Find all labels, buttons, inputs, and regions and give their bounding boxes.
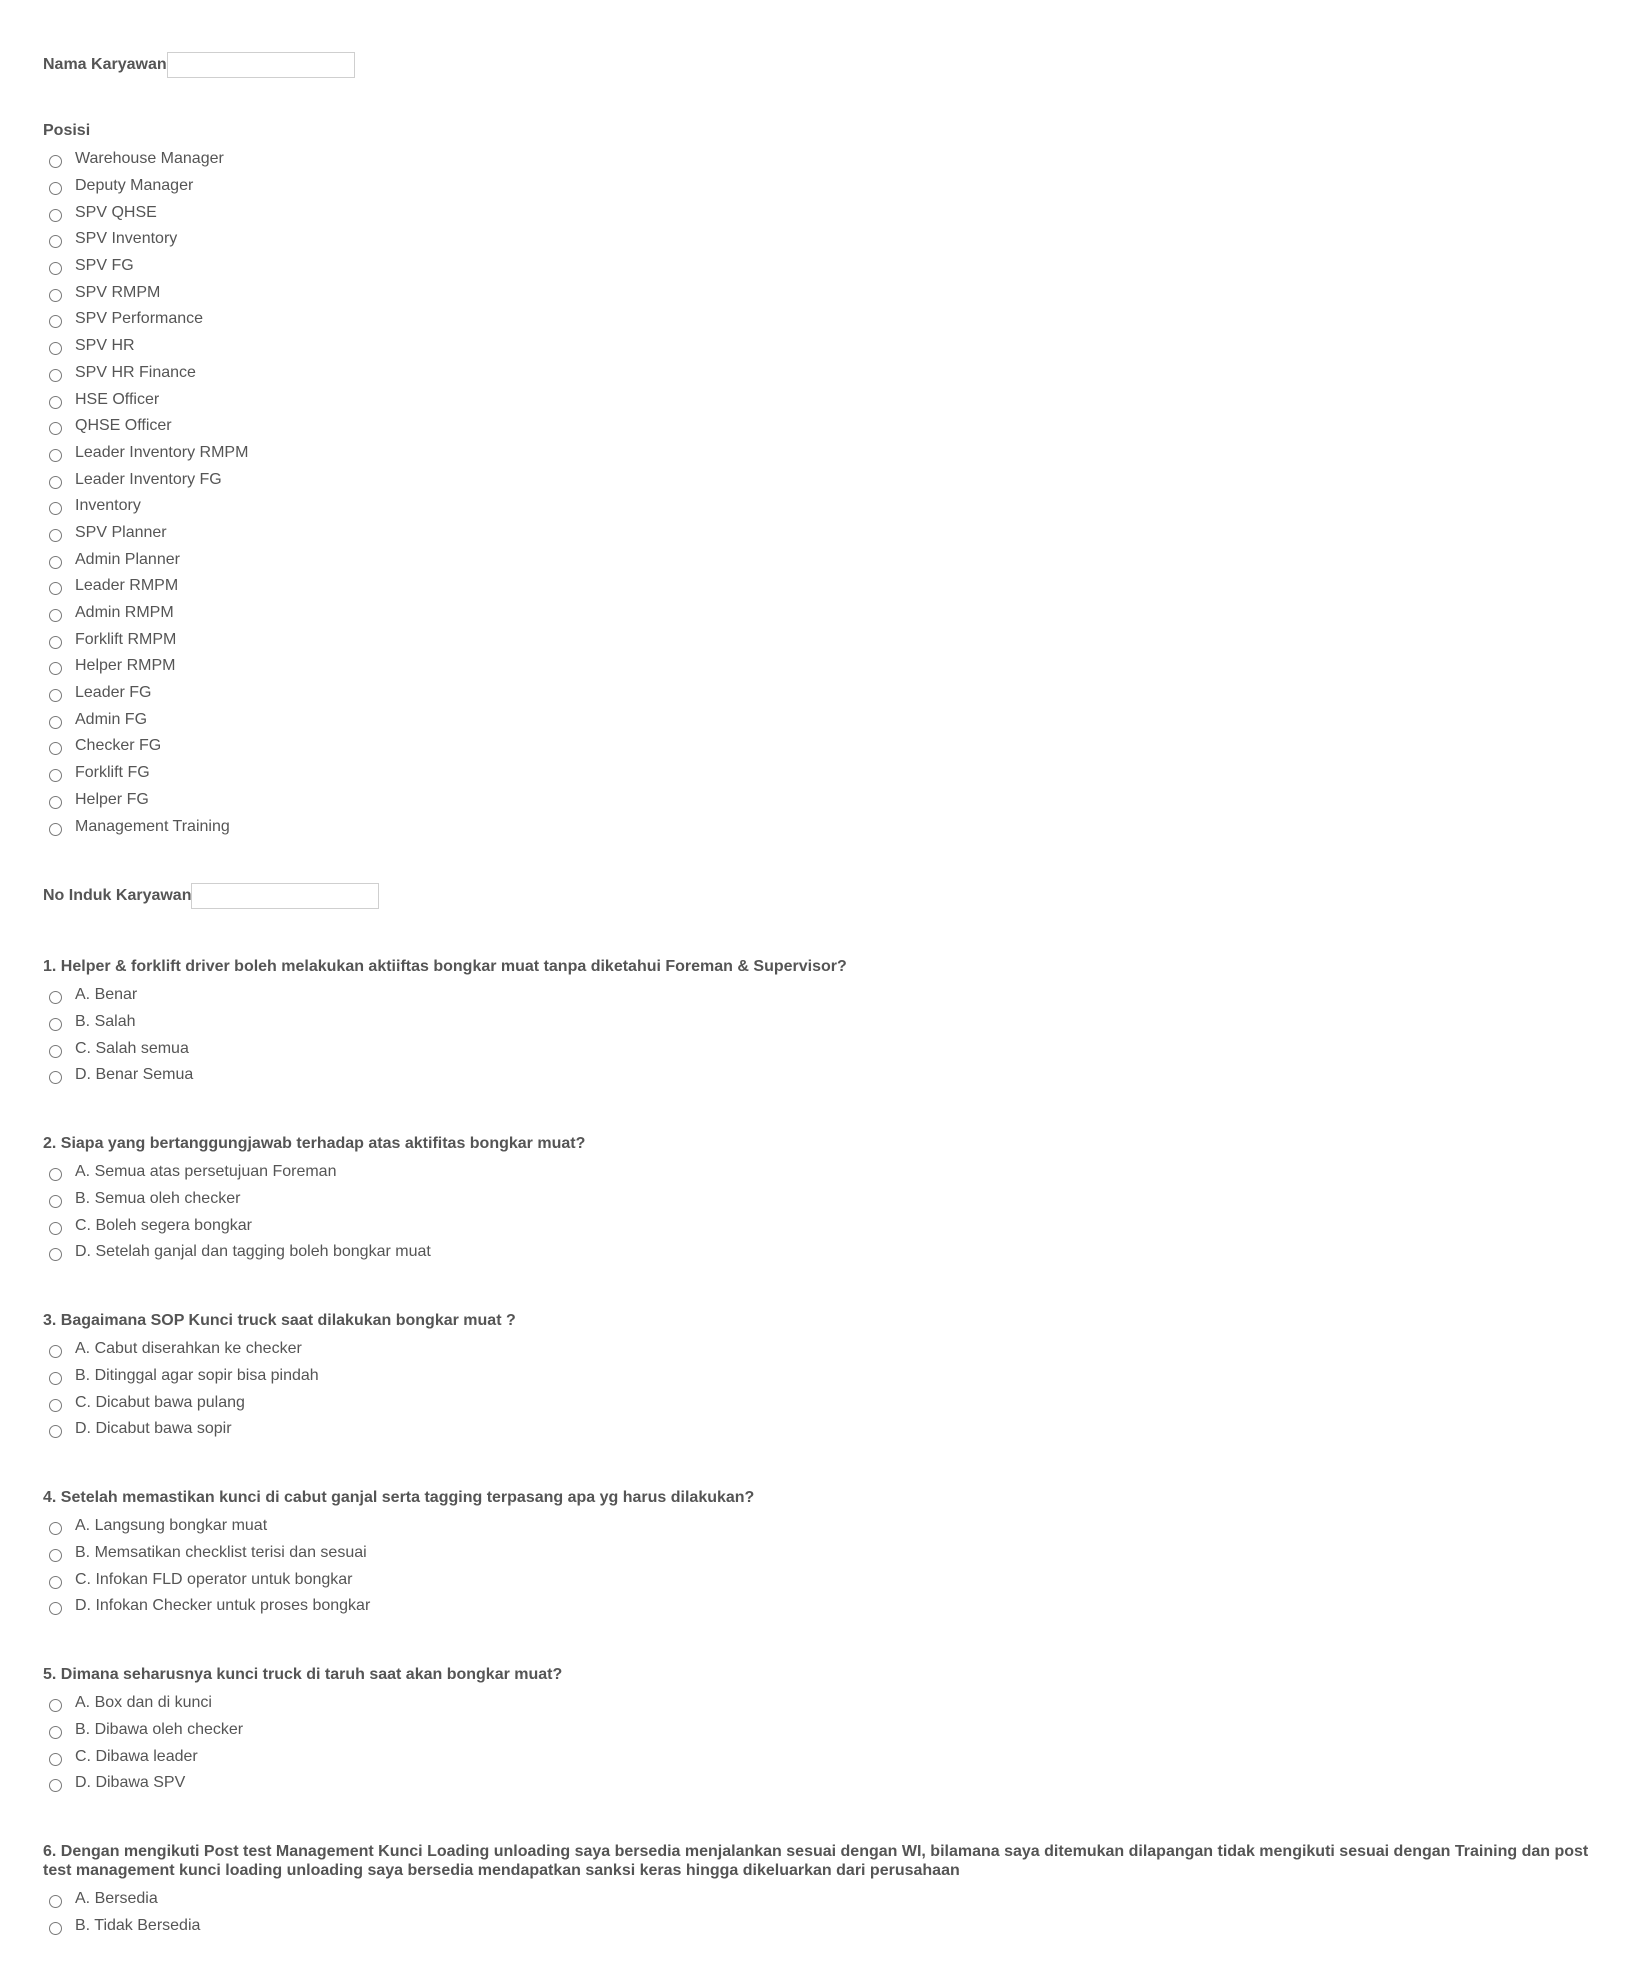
posisi-option[interactable]: [43, 760, 248, 787]
answer-option-label: A. Cabut diserahkan ke checker: [75, 1340, 302, 1358]
nama-karyawan-label: Nama Karyawan: [43, 56, 167, 73]
answer-option[interactable]: [43, 1540, 754, 1567]
answer-option[interactable]: [43, 1239, 585, 1266]
posisi-option[interactable]: [43, 413, 248, 440]
answer-option-label: C. Dicabut bawa pulang: [75, 1393, 245, 1411]
question-title: 4. Setelah memastikan kunci di cabut ganjal serta tagging terpasang apa yg harus dilakukan?: [43, 1489, 755, 1506]
answer-option[interactable]: [43, 1566, 754, 1593]
answer-option-label: B. Tidak Bersedia: [75, 1917, 201, 1935]
answer-option-label: D. Dibawa SPV: [75, 1774, 186, 1792]
radio-button[interactable]: [49, 1922, 62, 1935]
radio-button[interactable]: [49, 1372, 62, 1385]
posisi-option-label: Leader Inventory FG: [75, 470, 222, 488]
posisi-option-label: Leader RMPM: [75, 577, 179, 595]
question-options: [43, 1336, 516, 1443]
question-5: [43, 1665, 562, 1797]
posisi-option-label: Warehouse Manager: [75, 150, 224, 168]
answer-option[interactable]: [43, 1159, 585, 1186]
question-4: [43, 1488, 754, 1620]
question-2: [43, 1134, 585, 1266]
posisi-option[interactable]: [43, 546, 248, 573]
posisi-option-label: SPV Inventory: [75, 230, 178, 248]
answer-option-label: A. Bersedia: [75, 1890, 158, 1908]
posisi-option-label: QHSE Officer: [75, 417, 172, 435]
no-induk-karyawan-label: No Induk Karyawan: [43, 887, 192, 904]
radio-button[interactable]: [49, 582, 62, 595]
radio-button[interactable]: [49, 556, 62, 569]
radio-button[interactable]: [49, 1018, 62, 1031]
answer-option-label: B. Dibawa oleh checker: [75, 1721, 244, 1739]
question-title: 2. Siapa yang bertanggungjawab terhadap atas aktifitas bongkar muat?: [43, 1135, 586, 1152]
question-title: 5. Dimana seharusnya kunci truck di taruh saat akan bongkar muat?: [43, 1666, 563, 1683]
radio-button[interactable]: [49, 1399, 62, 1412]
posisi-option-label: Helper FG: [75, 790, 149, 808]
nama-karyawan-row: [43, 51, 355, 79]
radio-button[interactable]: [49, 369, 62, 382]
question-6: [43, 1842, 1593, 1939]
posisi-option[interactable]: [43, 733, 248, 760]
answer-option[interactable]: [43, 1690, 562, 1717]
answer-option[interactable]: [43, 1389, 516, 1416]
question-title: 3. Bagaimana SOP Kunci truck saat dilakukan bongkar muat ?: [43, 1312, 516, 1329]
posisi-option[interactable]: [43, 706, 248, 733]
answer-option-label: D. Benar Semua: [75, 1066, 194, 1084]
answer-option[interactable]: [43, 1513, 754, 1540]
posisi-option-label: SPV HR Finance: [75, 363, 196, 381]
nama-karyawan-input[interactable]: [167, 52, 355, 78]
posisi-option[interactable]: [43, 520, 248, 547]
radio-button[interactable]: [49, 235, 62, 248]
radio-button[interactable]: [49, 1522, 62, 1535]
posisi-option-label: SPV QHSE: [75, 203, 157, 221]
answer-option-label: A. Box dan di kunci: [75, 1694, 212, 1712]
posisi-option[interactable]: [43, 226, 248, 253]
radio-button[interactable]: [49, 609, 62, 622]
radio-button[interactable]: [49, 1895, 62, 1908]
radio-button[interactable]: [49, 1779, 62, 1792]
posisi-label: Posisi: [43, 122, 91, 139]
posisi-option[interactable]: [43, 146, 248, 173]
posisi-options: [43, 146, 248, 840]
radio-button[interactable]: [49, 1222, 62, 1235]
posisi-option-label: Leader FG: [75, 684, 152, 702]
posisi-option[interactable]: [43, 466, 248, 493]
no-induk-karyawan-row: [43, 882, 379, 910]
radio-button[interactable]: [49, 1345, 62, 1358]
posisi-option-label: Admin RMPM: [75, 604, 174, 622]
answer-option[interactable]: [43, 1717, 562, 1744]
posisi-option[interactable]: [43, 680, 248, 707]
answer-option[interactable]: [43, 1886, 1593, 1913]
radio-button[interactable]: [49, 1045, 62, 1058]
radio-button[interactable]: [49, 262, 62, 275]
posisi-section: [43, 121, 248, 840]
radio-button[interactable]: [49, 1726, 62, 1739]
radio-button[interactable]: [49, 769, 62, 782]
question-title: 1. Helper & forklift driver boleh melakukan aktiiftas bongkar muat tanpa diketahui Foreman & Supervisor?: [43, 958, 847, 975]
posisi-option-label: Checker FG: [75, 737, 162, 755]
answer-option-label: C. Infokan FLD operator untuk bongkar: [75, 1570, 353, 1588]
posisi-option-label: SPV Planner: [75, 523, 167, 541]
radio-button[interactable]: [49, 396, 62, 409]
radio-button[interactable]: [49, 1071, 62, 1084]
radio-button[interactable]: [49, 796, 62, 809]
radio-button[interactable]: [49, 742, 62, 755]
question-options: [43, 1690, 562, 1797]
posisi-option[interactable]: [43, 173, 248, 200]
radio-button[interactable]: [49, 1549, 62, 1562]
answer-option-label: B. Ditinggal agar sopir bisa pindah: [75, 1367, 319, 1385]
radio-button[interactable]: [49, 1195, 62, 1208]
answer-option-label: D. Setelah ganjal dan tagging boleh bongkar muat: [75, 1243, 431, 1261]
radio-button[interactable]: [49, 1425, 62, 1438]
answer-option[interactable]: [43, 1743, 562, 1770]
radio-button[interactable]: [49, 155, 62, 168]
posisi-option-label: Inventory: [75, 497, 141, 515]
answer-option[interactable]: [43, 1363, 516, 1390]
posisi-option[interactable]: [43, 333, 248, 360]
posisi-option-label: Forklift FG: [75, 764, 150, 782]
answer-option-label: B. Semua oleh checker: [75, 1190, 241, 1208]
radio-button[interactable]: [49, 449, 62, 462]
posisi-option[interactable]: [43, 787, 248, 814]
answer-option[interactable]: [43, 1770, 562, 1797]
radio-button[interactable]: [49, 1699, 62, 1712]
posisi-option-label: Helper RMPM: [75, 657, 176, 675]
radio-button[interactable]: [49, 315, 62, 328]
answer-option[interactable]: [43, 1593, 754, 1620]
posisi-option[interactable]: [43, 253, 248, 280]
posisi-option-label: Management Training: [75, 817, 230, 835]
posisi-option-label: SPV RMPM: [75, 283, 161, 301]
answer-option[interactable]: [43, 1913, 1593, 1940]
posisi-option-label: HSE Officer: [75, 390, 160, 408]
posisi-option-label: Forklift RMPM: [75, 630, 177, 648]
radio-button[interactable]: [49, 991, 62, 1004]
posisi-option[interactable]: [43, 279, 248, 306]
posisi-option[interactable]: [43, 386, 248, 413]
posisi-option[interactable]: [43, 813, 248, 840]
posisi-option-label: Deputy Manager: [75, 177, 194, 195]
radio-button[interactable]: [49, 342, 62, 355]
posisi-option-label: Admin Planner: [75, 550, 180, 568]
answer-option[interactable]: [43, 1009, 847, 1036]
answer-option-label: A. Semua atas persetujuan Foreman: [75, 1163, 337, 1181]
posisi-option[interactable]: [43, 493, 248, 520]
posisi-option-label: SPV Performance: [75, 310, 204, 328]
posisi-option-label: Leader Inventory RMPM: [75, 443, 249, 461]
answer-option-label: D. Infokan Checker untuk proses bongkar: [75, 1597, 371, 1615]
posisi-option[interactable]: [43, 600, 248, 627]
posisi-option[interactable]: [43, 626, 248, 653]
answer-option-label: C. Boleh segera bongkar: [75, 1216, 252, 1234]
posisi-option-label: Admin FG: [75, 710, 148, 728]
no-induk-karyawan-input[interactable]: [191, 883, 379, 909]
answer-option[interactable]: [43, 1186, 585, 1213]
posisi-option[interactable]: [43, 306, 248, 333]
answer-option[interactable]: [43, 1062, 847, 1089]
answer-option[interactable]: [43, 982, 847, 1009]
radio-button[interactable]: [49, 182, 62, 195]
posisi-option[interactable]: [43, 360, 248, 387]
question-options: [43, 1159, 585, 1266]
radio-button[interactable]: [49, 1576, 62, 1589]
answer-option[interactable]: [43, 1416, 516, 1443]
radio-button[interactable]: [49, 689, 62, 702]
radio-button[interactable]: [49, 209, 62, 222]
radio-button[interactable]: [49, 529, 62, 542]
radio-button[interactable]: [49, 502, 62, 515]
radio-button[interactable]: [49, 1168, 62, 1181]
question-1: [43, 957, 847, 1089]
posisi-option-label: SPV FG: [75, 257, 134, 275]
answer-option[interactable]: [43, 1336, 516, 1363]
question-title: 6. Dengan mengikuti Post test Management Kunci Loading unloading saya bersedia menjalankan sesuai dengan WI, bilamana saya ditemukan dilapangan tidak mengikuti sesuai dengan Training dan post test management kunci loading unloading saya bersedia mendapatkan sanksi keras hingga dikeluarkan dari perusahaan: [43, 1843, 1589, 1879]
answer-option[interactable]: [43, 1035, 847, 1062]
radio-button[interactable]: [49, 476, 62, 489]
radio-button[interactable]: [49, 1602, 62, 1615]
posisi-option[interactable]: [43, 653, 248, 680]
answer-option-label: C. Salah semua: [75, 1039, 189, 1057]
posisi-option[interactable]: [43, 199, 248, 226]
answer-option[interactable]: [43, 1212, 585, 1239]
radio-button[interactable]: [49, 289, 62, 302]
radio-button[interactable]: [49, 422, 62, 435]
radio-button[interactable]: [49, 716, 62, 729]
question-3: [43, 1311, 516, 1443]
answer-option-label: A. Benar: [75, 986, 138, 1004]
question-options: [43, 1886, 1593, 1939]
answer-option-label: A. Langsung bongkar muat: [75, 1517, 268, 1535]
posisi-option[interactable]: [43, 573, 248, 600]
radio-button[interactable]: [49, 662, 62, 675]
answer-option-label: B. Salah: [75, 1013, 136, 1031]
question-options: [43, 1513, 754, 1620]
answer-option-label: B. Memsatikan checklist terisi dan sesuai: [75, 1544, 367, 1562]
answer-option-label: C. Dibawa leader: [75, 1747, 198, 1765]
radio-button[interactable]: [49, 1753, 62, 1766]
radio-button[interactable]: [49, 1248, 62, 1261]
question-options: [43, 982, 847, 1089]
posisi-option-label: SPV HR: [75, 337, 135, 355]
answer-option-label: D. Dicabut bawa sopir: [75, 1420, 232, 1438]
radio-button[interactable]: [49, 636, 62, 649]
radio-button[interactable]: [49, 823, 62, 836]
posisi-option[interactable]: [43, 440, 248, 467]
